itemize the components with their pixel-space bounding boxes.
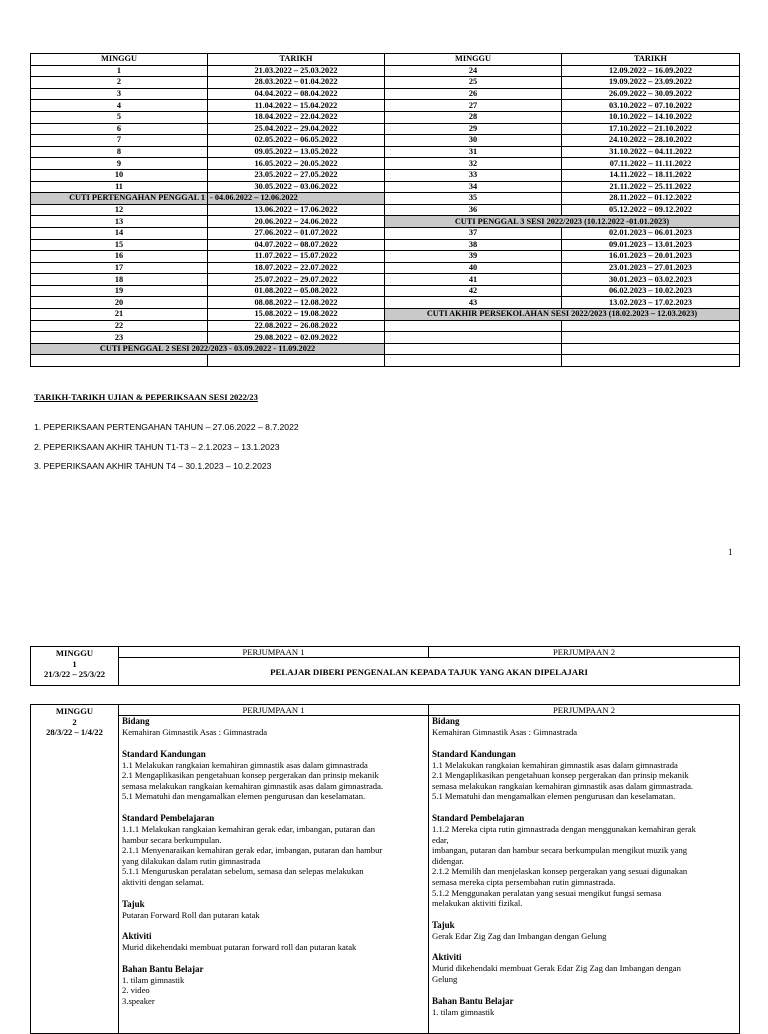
date-cell: 03.10.2022 – 07.10.2022 xyxy=(562,100,740,112)
sp-heading: Standard Pembelajaran xyxy=(122,812,215,823)
table-row xyxy=(31,88,740,100)
date-cell: 13.06.2022 – 17.06.2022 xyxy=(208,204,385,216)
week-cell: 8 xyxy=(31,146,208,158)
sp-line: imbangan, putaran dan hambur secara berkumpulan mengikut muzik yang xyxy=(432,845,688,856)
bidang-heading: Bidang xyxy=(432,716,460,726)
week-cell: 21 xyxy=(31,309,208,321)
week-cell: 2 xyxy=(31,77,208,89)
week1-message: PELAJAR DIBERI PENGENALAN KEPADA TAJUK YANG AKAN DIPELAJARI xyxy=(119,658,740,686)
aktiviti-heading: Aktiviti xyxy=(122,931,152,942)
table-row xyxy=(31,262,740,274)
sp-line: 2.1.1 Menyenaraikan kemahiran gerak edar, imbangan, putaran dan hambur xyxy=(122,845,383,856)
sp-line: yang dilakukan dalam rutin gimnastrada xyxy=(122,855,261,866)
bbb-heading: Bahan Bantu Belajar xyxy=(122,963,204,974)
date-cell: 19.09.2022 – 23.09.2022 xyxy=(562,77,740,89)
week-cell: 38 xyxy=(385,239,562,251)
week-cell: 18 xyxy=(31,274,208,286)
cuti-pertengahan-date: - 04.06.2022 – 12.06.2022 xyxy=(208,193,385,205)
week-cell: 32 xyxy=(385,158,562,170)
week1-p2-header: PERJUMPAAN 2 xyxy=(429,647,740,658)
sp-line: melakukan aktiviti fizikal. xyxy=(432,898,523,909)
week-cell: 31 xyxy=(385,146,562,158)
table-row xyxy=(31,100,740,112)
empty-cell xyxy=(208,355,385,367)
sk-line: semasa melakukan rangkaian kemahiran gimnastik asas dalam gimnastrada. xyxy=(432,780,694,791)
col-header-minggu: MINGGU xyxy=(385,54,562,66)
week-cell: 25 xyxy=(385,77,562,89)
week-cell: 4 xyxy=(31,100,208,112)
empty-cell xyxy=(385,355,562,367)
date-cell: 13.02.2023 – 17.02.2023 xyxy=(562,297,740,309)
week-cell: 12 xyxy=(31,204,208,216)
date-cell: 14.11.2022 – 18.11.2022 xyxy=(562,169,740,181)
table-row xyxy=(31,239,740,251)
tajuk-text: Putaran Forward Roll dan putaran katak xyxy=(122,909,260,920)
sk-line: 2.1 Mengaplikasikan pengetahuan konsep pergerakan dan prinsip mekanik xyxy=(122,770,379,781)
empty-cell xyxy=(562,355,740,367)
date-cell: 11.04.2022 – 15.04.2022 xyxy=(208,100,385,112)
date-cell: 15.08.2022 – 19.08.2022 xyxy=(208,309,385,321)
date-cell: 25.07.2022 – 29.07.2022 xyxy=(208,274,385,286)
week-cell: 19 xyxy=(31,285,208,297)
sk-heading: Standard Kandungan xyxy=(432,748,516,759)
bbb-item: 3.speaker xyxy=(122,995,155,1006)
table-row xyxy=(31,216,740,228)
date-cell: 05.12.2022 – 09.12.2022 xyxy=(562,204,740,216)
week-cell: 14 xyxy=(31,227,208,239)
col-header-tarikh: TARIKH xyxy=(562,54,740,66)
table-row xyxy=(31,169,740,181)
date-cell: 23.01.2023 – 27.01.2023 xyxy=(562,262,740,274)
date-cell: 11.07.2022 – 15.07.2022 xyxy=(208,251,385,263)
table-row xyxy=(31,320,740,332)
sp-line: 2.1.2 Memilih dan menjelaskan konsep pergerakan yang sesuai digunakan xyxy=(432,866,688,877)
date-cell: 16.05.2022 – 20.05.2022 xyxy=(208,158,385,170)
week-cell: 43 xyxy=(385,297,562,309)
week-cell: 16 xyxy=(31,251,208,263)
date-cell: 12.09.2022 – 16.09.2022 xyxy=(562,65,740,77)
week1-number: 1 xyxy=(72,658,77,669)
empty-cell xyxy=(31,355,208,367)
week-cell: 10 xyxy=(31,169,208,181)
week2-p2-header: PERJUMPAAN 2 xyxy=(429,705,740,716)
week-cell: 13 xyxy=(31,216,208,228)
week1-dates: 21/3/22 – 25/3/22 xyxy=(43,669,106,679)
date-cell: 09.05.2022 – 13.05.2022 xyxy=(208,146,385,158)
week2-col2 xyxy=(429,716,740,1034)
sk-line: 1.1 Melakukan rangkaian kemahiran gimnastik asas dalam gimnastrada xyxy=(432,759,678,770)
exam-item: 1. PEPERIKSAAN PERTENGAHAN TAHUN – 27.06.2022 – 8.7.2022 xyxy=(34,422,299,432)
week-cell: 5 xyxy=(31,111,208,123)
table-row xyxy=(31,123,740,135)
week2-dates: 28/3/22 – 1/4/22 xyxy=(46,727,103,737)
week2-number: 2 xyxy=(72,716,77,727)
sp-line: hambur secara berkumpulan. xyxy=(122,834,222,845)
date-cell: 20.06.2022 – 24.06.2022 xyxy=(208,216,385,228)
col-header-tarikh: TARIKH xyxy=(208,54,385,66)
empty-cell xyxy=(562,332,740,344)
week-cell: 41 xyxy=(385,274,562,286)
week-cell: 28 xyxy=(385,111,562,123)
week-cell: 42 xyxy=(385,285,562,297)
sp-line: 1.1.2 Mereka cipta rutin gimnastrada dengan menggunakan kemahiran gerak xyxy=(432,823,696,834)
date-cell: 17.10.2022 – 21.10.2022 xyxy=(562,123,740,135)
date-cell: 29.08.2022 – 02.09.2022 xyxy=(208,332,385,344)
week2-label-cell xyxy=(31,705,119,1034)
week-cell: 33 xyxy=(385,169,562,181)
sk-heading: Standard Kandungan xyxy=(122,748,206,759)
table-row xyxy=(31,251,740,263)
date-cell: 18.04.2022 – 22.04.2022 xyxy=(208,111,385,123)
table-row xyxy=(31,297,740,309)
date-cell: 07.11.2022 – 11.11.2022 xyxy=(562,158,740,170)
exam-item: 3. PEPERIKSAAN AKHIR TAHUN T4 – 30.1.2023 – 10.2.2023 xyxy=(34,461,272,471)
week-cell: 30 xyxy=(385,135,562,147)
date-cell: 16.01.2023 – 20.01.2023 xyxy=(562,251,740,263)
week-cell: 3 xyxy=(31,88,208,100)
week-cell: 22 xyxy=(31,320,208,332)
week-cell: 1 xyxy=(31,65,208,77)
date-cell: 21.03.2022 – 25.03.2022 xyxy=(208,65,385,77)
table-row xyxy=(31,343,740,355)
empty-cell xyxy=(385,320,562,332)
week1-label: MINGGU xyxy=(55,648,94,658)
table-row xyxy=(31,181,740,193)
table-row xyxy=(31,54,740,66)
tajuk-text: Gerak Edar Zig Zag dan Imbangan dengan Gelung xyxy=(432,930,607,941)
week-cell: 37 xyxy=(385,227,562,239)
tajuk-heading: Tajuk xyxy=(122,898,145,909)
table-row xyxy=(31,146,740,158)
empty-cell xyxy=(385,332,562,344)
sk-line: 1.1 Melakukan rangkaian kemahiran gimnastik asas dalam gimnastrada xyxy=(122,759,368,770)
week1-p1-header: PERJUMPAAN 1 xyxy=(119,647,429,658)
date-cell: 23.05.2022 – 27.05.2022 xyxy=(208,169,385,181)
page-number: 1 xyxy=(728,547,733,557)
week-cell: 36 xyxy=(385,204,562,216)
date-cell: 31.10.2022 – 04.11.2022 xyxy=(562,146,740,158)
week-cell: 24 xyxy=(385,65,562,77)
week-cell: 11 xyxy=(31,181,208,193)
table-row xyxy=(31,285,740,297)
date-cell: 10.10.2022 – 14.10.2022 xyxy=(562,111,740,123)
bbb-item: 2. video xyxy=(122,985,150,996)
date-cell: 21.11.2022 – 25.11.2022 xyxy=(562,181,740,193)
week2-col1 xyxy=(119,716,429,1034)
aktiviti-heading: Aktiviti xyxy=(432,952,462,963)
date-cell: 06.02.2023 – 10.02.2023 xyxy=(562,285,740,297)
date-cell: 28.11.2022 – 01.12.2022 xyxy=(562,193,740,205)
aktiviti-line: Murid dikehendaki membuat Gerak Edar Zig Zag dan Imbangan dengan xyxy=(432,963,681,974)
bbb-item: 1. tilam gimnastik xyxy=(432,1006,495,1017)
date-cell: 22.08.2022 – 26.08.2022 xyxy=(208,320,385,332)
bidang-text: Kemahiran Gimnastik Asas : Gimnastrada xyxy=(122,727,268,737)
table-row xyxy=(31,193,740,205)
table-row xyxy=(31,158,740,170)
tajuk-heading: Tajuk xyxy=(432,919,455,930)
date-cell: 18.07.2022 – 22.07.2022 xyxy=(208,262,385,274)
week-cell: 7 xyxy=(31,135,208,147)
sp-line: 5.1.1 Menguruskan peralatan sebelum, semasa dan selepas melakukan xyxy=(122,866,364,877)
table-row xyxy=(31,355,740,367)
sp-line: edar, xyxy=(432,834,449,845)
date-cell: 01.08.2022 – 05.08.2022 xyxy=(208,285,385,297)
date-cell: 28.03.2022 – 01.04.2022 xyxy=(208,77,385,89)
sp-line: 5.1.2 Menggunakan peralatan yang sesuai mengikut fungsi semasa xyxy=(432,887,662,898)
week1-label-cell xyxy=(31,647,119,686)
bidang-heading: Bidang xyxy=(122,716,150,726)
empty-cell xyxy=(385,343,562,355)
col-header-minggu: MINGGU xyxy=(31,54,208,66)
sp-heading: Standard Pembelajaran xyxy=(432,812,525,823)
table-row xyxy=(31,227,740,239)
cuti-akhir: CUTI AKHIR PERSEKOLAHAN SESI 2022/2023 (18.02.2023 – 12.03.2023) xyxy=(385,309,740,321)
sp-line: semasa mereka cipta persembahan rutin gimnastrada. xyxy=(432,876,616,887)
table-row xyxy=(31,204,740,216)
week-cell: 26 xyxy=(385,88,562,100)
date-cell: 09.01.2023 – 13.01.2023 xyxy=(562,239,740,251)
week-cell: 35 xyxy=(385,193,562,205)
date-cell: 04.07.2022 – 08.07.2022 xyxy=(208,239,385,251)
week-cell: 17 xyxy=(31,262,208,274)
date-cell: 27.06.2022 – 01.07.2022 xyxy=(208,227,385,239)
date-cell: 24.10.2022 – 28.10.2022 xyxy=(562,135,740,147)
table-row xyxy=(31,65,740,77)
aktiviti-line: Gelung xyxy=(432,973,458,984)
week-cell: 29 xyxy=(385,123,562,135)
exam-item: 2. PEPERIKSAAN AKHIR TAHUN T1-T3 – 2.1.2023 – 13.1.2023 xyxy=(34,442,280,452)
schedule-table xyxy=(30,53,740,367)
sp-line: 1.1.1 Melakukan rangkaian kemahiran gerak edar, imbangan, putaran dan xyxy=(122,823,376,834)
week-cell: 39 xyxy=(385,251,562,263)
week-cell: 9 xyxy=(31,158,208,170)
sp-line: didengar. xyxy=(432,855,464,866)
week2-p1-header: PERJUMPAAN 1 xyxy=(119,705,429,716)
bbb-item: 1. tilam gimnastik xyxy=(122,974,185,985)
table-row xyxy=(31,332,740,344)
week-cell: 34 xyxy=(385,181,562,193)
aktiviti-text: Murid dikehendaki membuat putaran forward roll dan putaran katak xyxy=(122,942,357,953)
sp-line: aktiviti dengan selamat. xyxy=(122,876,204,887)
table-row xyxy=(31,111,740,123)
bidang-text: Kemahiran Gimnastik Asas : Gimnastrada xyxy=(432,727,578,737)
exam-title: TARIKH-TARIKH UJIAN & PEPERIKSAAN SESI 2022/23 xyxy=(34,392,258,402)
week2-label: MINGGU xyxy=(55,706,94,716)
date-cell: 26.09.2022 – 30.09.2022 xyxy=(562,88,740,100)
week2-table xyxy=(30,704,740,1034)
table-row xyxy=(31,274,740,286)
empty-cell xyxy=(562,320,740,332)
week-cell: 40 xyxy=(385,262,562,274)
week-cell: 6 xyxy=(31,123,208,135)
sk-line: 2.1 Mengaplikasikan pengetahuan konsep pergerakan dan prinsip mekanik xyxy=(432,770,689,781)
week-cell: 27 xyxy=(385,100,562,112)
table-row xyxy=(31,309,740,321)
table-row xyxy=(31,135,740,147)
date-cell: 30.05.2022 – 03.06.2022 xyxy=(208,181,385,193)
week-cell: 15 xyxy=(31,239,208,251)
week-cell: 23 xyxy=(31,332,208,344)
date-cell: 02.05.2022 – 06.05.2022 xyxy=(208,135,385,147)
sk-line: 5.1 Mematuhi dan mengamalkan elemen pengurusan dan keselamatan. xyxy=(432,791,676,802)
week1-table xyxy=(30,646,740,686)
table-row xyxy=(31,77,740,89)
cuti-penggal-2: CUTI PENGGAL 2 SESI 2022/2023 - 03.09.2022 - 11.09.2022 xyxy=(31,343,385,355)
bbb-heading: Bahan Bantu Belajar xyxy=(432,995,514,1006)
date-cell: 25.04.2022 – 29.04.2022 xyxy=(208,123,385,135)
empty-cell xyxy=(562,343,740,355)
date-cell: 08.08.2022 – 12.08.2022 xyxy=(208,297,385,309)
cuti-penggal-3: CUTI PENGGAL 3 SESI 2022/2023 (10.12.2022 -01.01.2023) xyxy=(385,216,740,228)
date-cell: 04.04.2022 – 08.04.2022 xyxy=(208,88,385,100)
cuti-pertengahan-label: CUTI PERTENGAHAN PENGGAL 1 xyxy=(31,193,208,205)
sk-line: 5.1 Mematuhi dan mengamalkan elemen pengurusan dan keselamatan. xyxy=(122,791,366,802)
date-cell: 02.01.2023 – 06.01.2023 xyxy=(562,227,740,239)
week-cell: 20 xyxy=(31,297,208,309)
date-cell: 30.01.2023 – 03.02.2023 xyxy=(562,274,740,286)
sk-line: semasa melakukan rangkaian kemahiran gimnastik asas dalam gimnastrada. xyxy=(122,780,384,791)
